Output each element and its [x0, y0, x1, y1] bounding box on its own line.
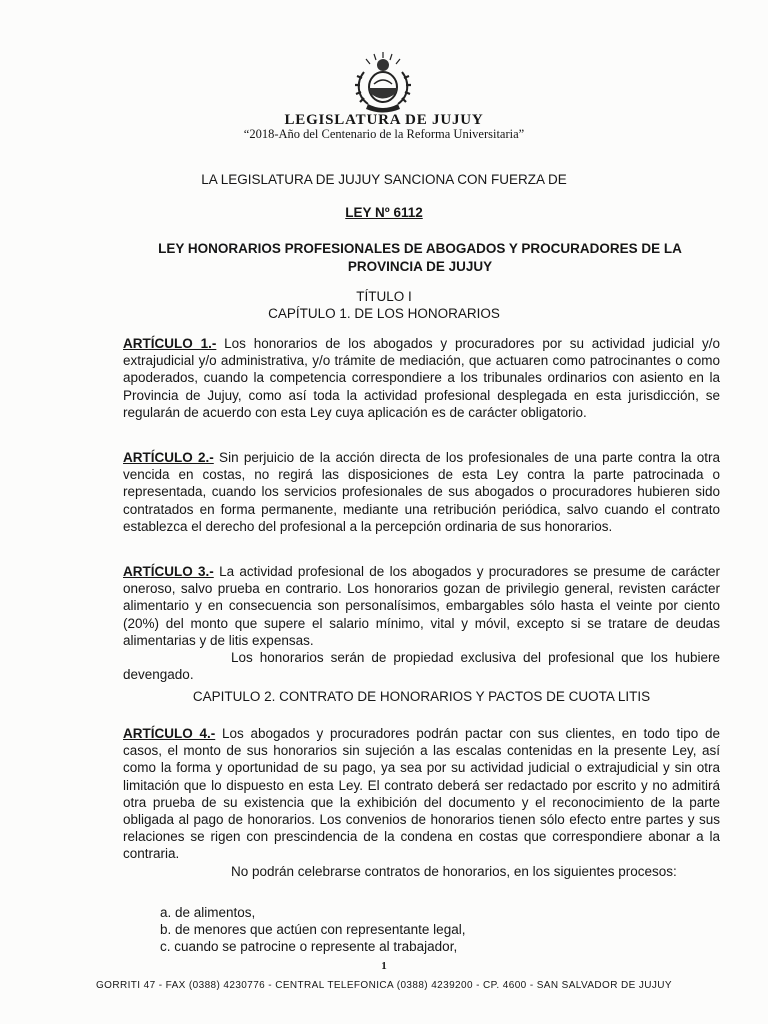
- list-item: a. de alimentos,: [160, 905, 256, 920]
- article-3-label: ARTÍCULO 3.-: [123, 564, 214, 579]
- article-3: [123, 563, 720, 683]
- article-1-text: Los honorarios de los abogados y procuradores por su actividad judicial y/o extrajudicial y/o administrativa, y/o trámite de mediación, que actuaren como patrocinantes o como apoderados, cuando la competencia correspondiere a los tribunales ordinarios con asiento en la Provincia de Jujuy, como así toda la actividad profesional desplegada en esta jurisdicción, se regularán de acuerdo con esta Ley cuya aplicación es de carácter obligatorio.: [123, 336, 720, 420]
- institution-name: LEGISLATURA DE JUJUY: [284, 112, 484, 128]
- article-2-label: ARTÍCULO 2.-: [123, 450, 214, 465]
- chapter-2-heading: CAPITULO 2. CONTRATO DE HONORARIOS Y PACTOS DE CUOTA LITIS: [192, 689, 651, 704]
- article-4-label: ARTÍCULO 4.-: [123, 726, 216, 741]
- page-number: 1: [381, 960, 387, 972]
- article-4: [123, 725, 720, 880]
- law-title: LEY HONORARIOS PROFESIONALES DE ABOGADOS Y PROCURADORES DE LA PROVINCIA DE JUJUY: [158, 241, 682, 274]
- exclusion-list: [160, 904, 720, 956]
- article-1-label: ARTÍCULO 1.-: [123, 336, 217, 351]
- footer-address: GORRITI 47 - FAX (0388) 4230776 - CENTRAL TELEFONICA (0388) 4239200 - CP. 4600 - SAN SALVADOR DE JUJUY: [95, 980, 673, 991]
- institution-motto: “2018-Año del Centenario de la Reforma Universitaria”: [243, 127, 525, 141]
- article-2: [123, 449, 720, 535]
- list-item: b. de menores que actúen con representante legal,: [160, 922, 466, 938]
- list-item: c. cuando se patrocine o represente al trabajador,: [160, 939, 458, 955]
- article-1: [123, 335, 720, 421]
- chapter-1-heading: CAPÍTULO 1. DE LOS HONORARIOS: [268, 306, 500, 321]
- article-4-text: Los abogados y procuradores podrán pactar con sus clientes, en todo tipo de casos, el monto de sus honorarios sin sujeción a las escalas contenidas en la presente Ley, así como la forma y oportunidad de su pago, ya sea por su actividad judicial o extrajudicial y sin otra limitación que lo dispuesto en esta Ley. El contrato deberá ser redactado por escrito y no admitirá otra prueba de su existencia que la exhibición del documento y el reconocimiento de la parte obligada al pago de honorarios. Los convenios de honorarios tienen sólo efecto entre partes y sus relaciones se rigen con prescindencia de la condena en costas que correspondiere abonar a la contraria.: [123, 726, 720, 862]
- coat-of-arms-icon: [352, 50, 414, 114]
- law-number: LEY Nº 6112: [345, 205, 423, 220]
- article-3-paragraph-2: Los honorarios serán de propiedad exclusiva del profesional que los hubiere devengado.: [123, 650, 720, 683]
- article-4-paragraph-2: No podrán celebrarse contratos de honorarios, en los siguientes procesos:: [231, 863, 677, 879]
- article-3-text: La actividad profesional de los abogados y procuradores se presume de carácter oneroso, salvo prueba en contrario. Los honorarios gozan de privilegio general, revisten carácter alimentario y en consecuencia son personalísimos, embargables sólo hasta el veinte por ciento (20%) del monto que supere el salario mínimo, vital y móvil, excepto si se tratare de deudas alimentarias y de litis expensas.: [123, 564, 720, 648]
- article-2-text: Sin perjuicio de la acción directa de los profesionales de una parte contra la otra vencida en costas, no regirá las disposiciones de esta Ley contra la parte patrocinada o representada, cuando los servicios profesionales de sus abogados o procuradores hubieren sido contratados en forma permanente, mediante una retribución periódica, salvo cuando el contrato establezca el derecho del profesional a la percepción ordinaria de sus honorarios.: [123, 450, 720, 534]
- preamble: LA LEGISLATURA DE JUJUY SANCIONA CON FUERZA DE: [201, 172, 567, 187]
- title-heading: TÍTULO I: [356, 289, 412, 304]
